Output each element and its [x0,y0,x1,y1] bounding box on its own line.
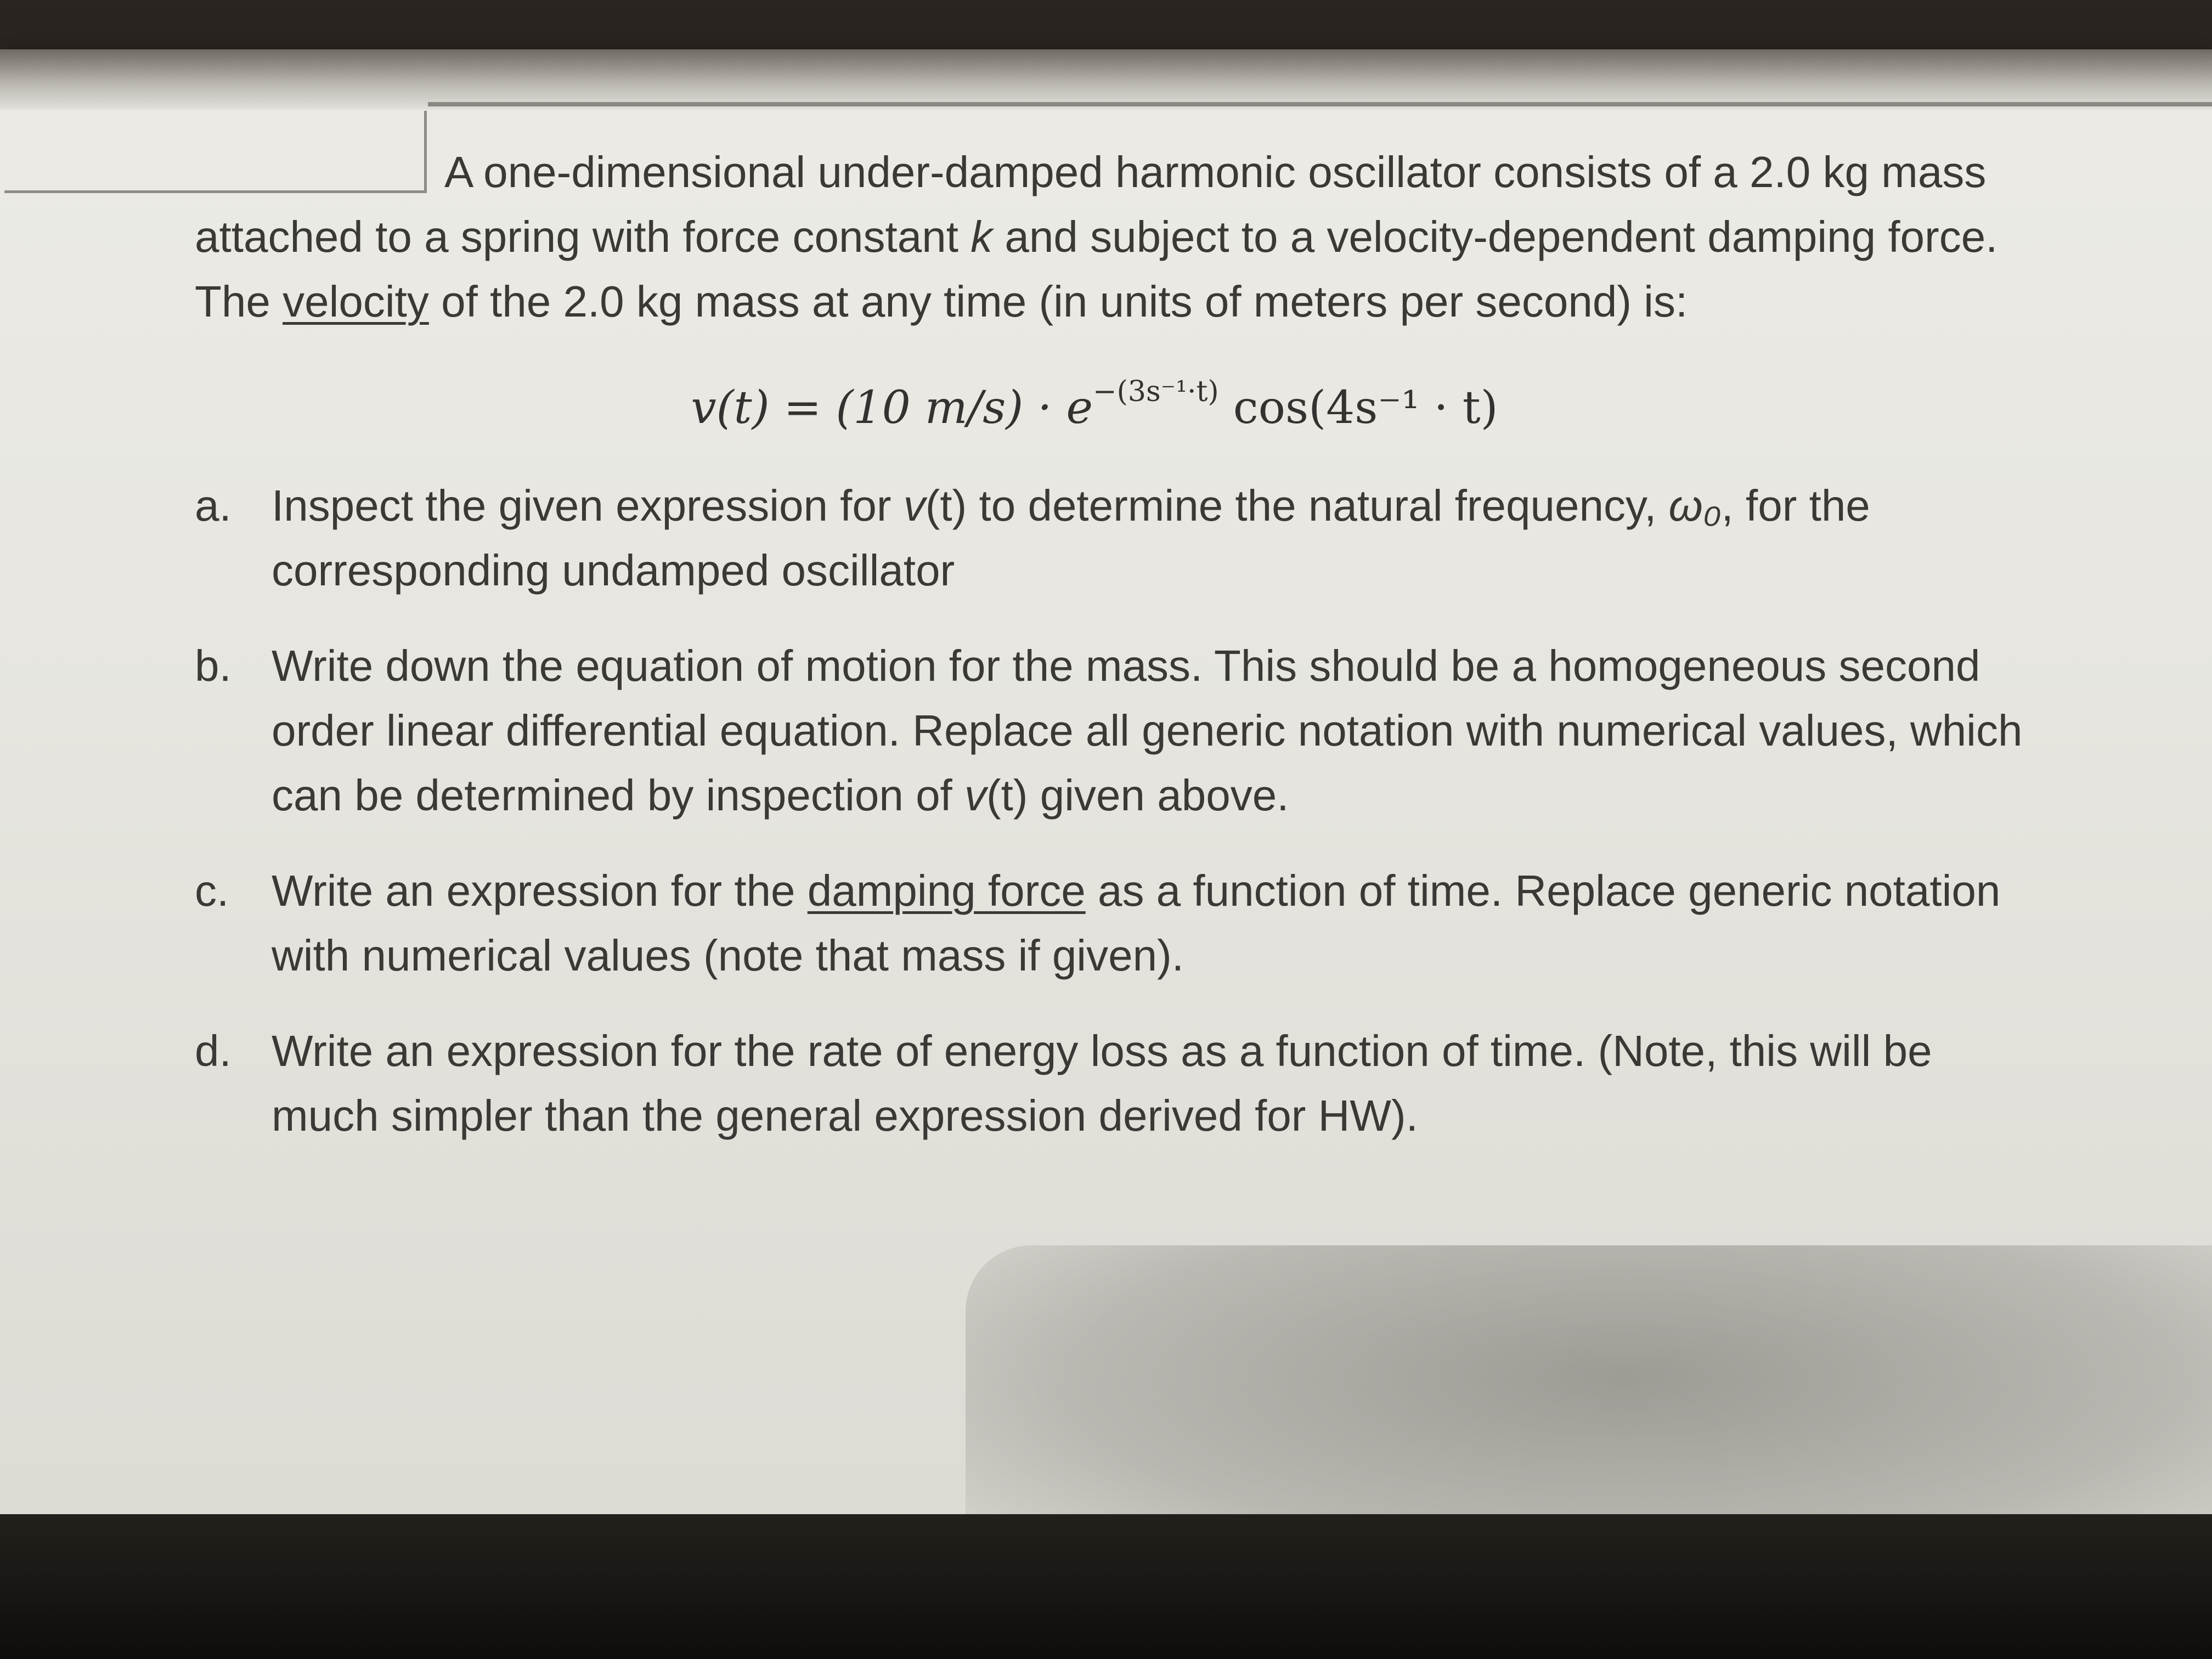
question-b [195,634,2049,828]
question-d-letter: d. [195,1026,232,1075]
question-b-body [272,634,2049,828]
formula-rhs: cos(4s⁻¹ · t) [1218,382,1498,434]
question-a [195,473,2049,603]
dark-surface [0,1514,2212,1659]
question-c-text-1: Write an expression for the [272,866,808,915]
question-a-var: v [903,481,926,530]
formula-lhs: v(t) = (10 m/s) · e [691,382,1093,434]
problem-intro [195,140,2049,334]
intro-text-3: of the 2.0 kg mass at any time (in units of meters per second) is: [428,277,1688,326]
paper-sheet [0,49,2212,1520]
problem-text [195,140,2049,1179]
question-b-text-1: Write down the equation of motion for the mass. This should be a homogeneous second order linear differential equation. Replace all generic notation with numerical values, which can be determined by inspection of [272,641,2023,820]
top-rule-line [428,102,2212,106]
damping-force-underlined: damping force [807,866,1086,915]
omega-symbol: ω₀ [1668,481,1722,530]
question-a-body [272,473,2049,603]
question-list [195,473,2049,1148]
paper-top-edge [0,49,2212,110]
intro-text-2: and subject to a velocity-dependent damping force. The [195,212,1998,326]
question-c-body [272,859,2049,988]
velocity-underlined: velocity [283,277,429,326]
question-d-body: Write an expression for the rate of energy loss as a function of time. (Note, this will be much simpler than the general expression derived for HW). [272,1026,1932,1140]
question-a-text-1: Inspect the given expression for [272,481,904,530]
question-d [195,1019,2049,1148]
question-a-letter: a. [195,481,232,530]
question-c-text-2: as a function of time. Replace generic notation with numerical values (note that mass if given). [272,866,2001,980]
question-b-var: v [964,771,987,820]
velocity-formula [140,351,2049,449]
question-c-letter: c. [195,866,229,915]
question-a-text-3: , for the corresponding undamped oscillator [272,481,1870,595]
question-b-letter: b. [195,641,232,690]
intro-text-1: A one-dimensional under-damped harmonic oscillator consists of a 2.0 kg mass attached to a spring with force constant [195,148,1987,261]
formula-exponent: −(3s⁻¹·t) [1093,375,1219,408]
question-b-text-2: (t) given above. [986,771,1289,820]
question-a-text-2: (t) to determine the natural frequency, [925,481,1669,530]
spring-constant-symbol: k [970,212,993,261]
question-c [195,859,2049,988]
